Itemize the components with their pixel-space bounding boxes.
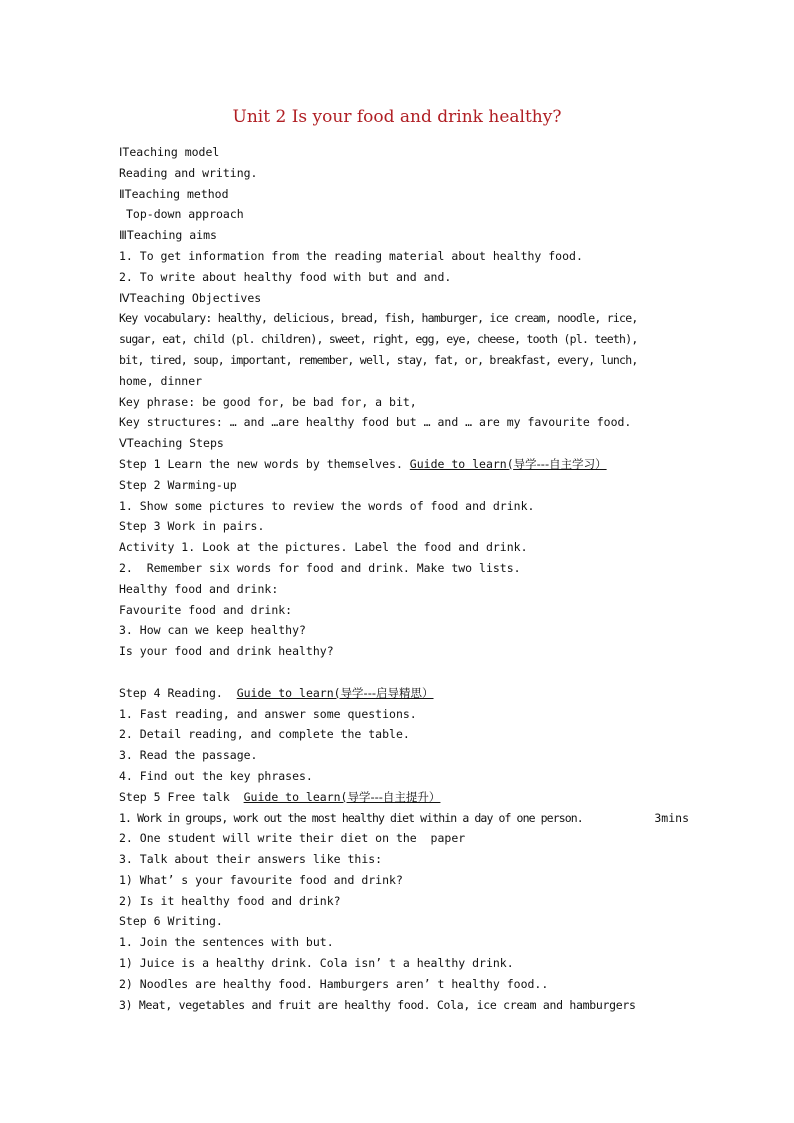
text-line: Reading and writing.: [119, 165, 258, 180]
text-line: 4. Find out the key phrases.: [119, 768, 313, 783]
text-line: 1. To get information from the reading material about healthy food.: [119, 248, 583, 263]
guide-label: [237, 686, 434, 700]
section-heading-teaching-steps: ⅤTeaching Steps: [119, 436, 224, 451]
text-line: 3) Meat, vegetables and fruit are healthy food. Cola, ice cream and hamburgers: [119, 997, 636, 1012]
step-line: [119, 683, 689, 704]
guide-label: [244, 790, 441, 804]
text-line: 1) Juice is a healthy drink. Cola isn’ t a healthy drink.: [119, 956, 514, 971]
text-line: 1. Join the sentences with but.: [119, 935, 334, 950]
text-line: 2. Remember six words for food and drink. Make two lists.: [119, 560, 521, 575]
step-text: Step 5 Free talk: [119, 789, 244, 804]
text-line: Key structures: … and …are healthy food but … and … are my favourite food.: [119, 415, 632, 430]
text-line: 2. One student will write their diet on the paper: [119, 831, 466, 846]
section-heading-teaching-aims: ⅢTeaching aims: [119, 228, 217, 243]
text-line: Key vocabulary: healthy, delicious, bread, fish, hamburger, ice cream, noodle, rice,: [119, 311, 638, 326]
section-heading-teaching-method: ⅡTeaching method: [119, 186, 229, 201]
step-text: Step 1 Learn the new words by themselves.: [119, 456, 410, 471]
text-line: Step 6 Writing.: [119, 914, 223, 929]
text-line: Is your food and drink healthy?: [119, 644, 334, 659]
text-line: 3. How can we keep healthy?: [119, 623, 306, 638]
text-line: Healthy food and drink:: [119, 581, 279, 596]
text-line: 2. Detail reading, and complete the table.: [119, 727, 410, 742]
step-line: [119, 787, 689, 808]
text-line: home, dinner: [119, 373, 203, 388]
text-line: Step 3 Work in pairs.: [119, 519, 265, 534]
guide-text: Guide to learn(: [409, 456, 514, 471]
text-line: Step 2 Warming-up: [119, 477, 237, 492]
guide-text: Guide to learn(: [236, 685, 341, 700]
duration-label: 3mins: [654, 810, 689, 825]
guide-cjk-text: 导学---启导精思）: [340, 685, 434, 700]
section-heading-teaching-model: ⅠTeaching model: [119, 145, 220, 159]
text-span: 1. Work in groups, work out the most healthy diet within a day of one person.: [119, 810, 583, 825]
guide-cjk-text: 导学---自主学习）: [513, 456, 607, 471]
text-line: 2) Is it healthy food and drink?: [119, 893, 341, 908]
text-line: 3. Talk about their answers like this:: [119, 852, 383, 867]
document-body: [119, 142, 689, 1015]
step-line: [119, 454, 689, 475]
text-line: 1. Show some pictures to review the words of food and drink.: [119, 498, 535, 513]
text-line: 2) Noodles are healthy food. Hamburgers aren’ t healthy food..: [119, 976, 549, 991]
text-line: 2. To write about healthy food with but and and.: [119, 269, 452, 284]
text-line: bit, tired, soup, important, remember, well, stay, fat, or, breakfast, every, lunch,: [119, 352, 638, 367]
blank-line: [119, 662, 689, 683]
section-heading-teaching-objectives: ⅣTeaching Objectives: [119, 290, 262, 305]
document-title: Unit 2 Is your food and drink healthy?: [232, 107, 562, 127]
text-line: Favourite food and drink:: [119, 602, 293, 617]
guide-cjk-text: 导学---自主提升）: [347, 789, 441, 804]
text-line: [119, 808, 689, 829]
text-line: sugar, eat, child (pl. children), sweet, right, egg, eye, cheese, tooth (pl. teeth),: [119, 332, 638, 347]
text-line: Key phrase: be good for, be bad for, a bit,: [119, 394, 417, 409]
text-line: 1. Fast reading, and answer some questions.: [119, 706, 417, 721]
text-line: 3. Read the passage.: [119, 748, 258, 763]
guide-label: [410, 457, 607, 471]
text-line: Top-down approach: [126, 207, 244, 222]
text-line: Activity 1. Look at the pictures. Label the food and drink.: [119, 540, 528, 555]
step-text: Step 4 Reading.: [119, 685, 237, 700]
text-line: 1) What’ s your favourite food and drink?: [119, 872, 403, 887]
guide-text: Guide to learn(: [243, 789, 348, 804]
